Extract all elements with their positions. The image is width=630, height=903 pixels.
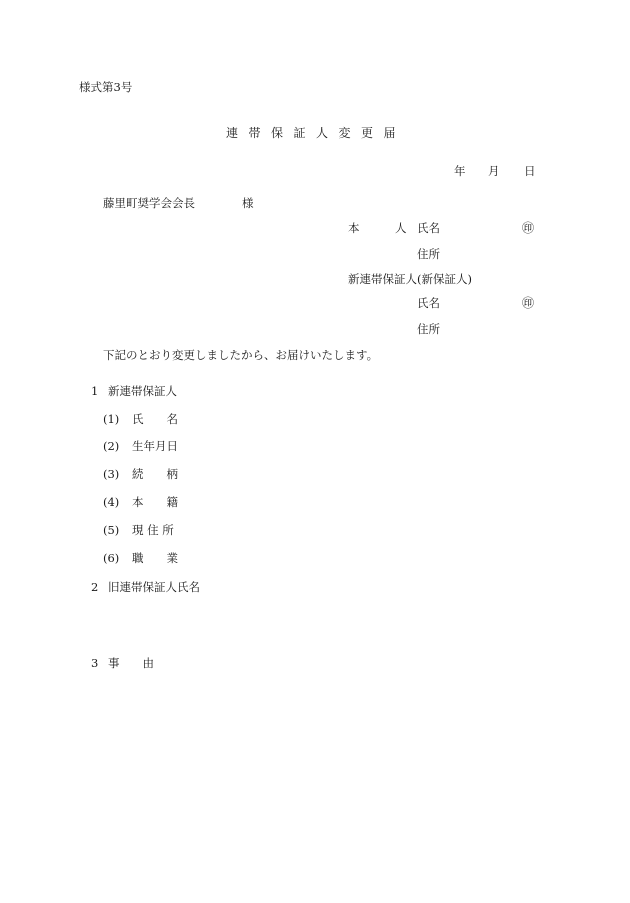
- new-guarantor-heading: 新連帯保証人(新保証人): [348, 272, 472, 286]
- section1-item-number: (2): [103, 439, 120, 453]
- section1-number: 1: [91, 384, 99, 398]
- date-day-label: 日: [524, 164, 536, 178]
- section1-item-number: (6): [103, 551, 120, 565]
- section1-title: 新連帯保証人: [108, 384, 177, 398]
- section1-item-number: (3): [103, 467, 120, 481]
- section1-item-number: (1): [103, 412, 120, 426]
- new-guarantor-seal-icon: ㊞: [522, 296, 535, 310]
- new-guarantor-address-label: 住所: [417, 322, 440, 336]
- applicant-label-hon: 本: [348, 221, 360, 235]
- section3-title: 事 由: [108, 656, 154, 670]
- section2-number: 2: [91, 580, 99, 594]
- new-guarantor-name-label: 氏名: [417, 296, 440, 310]
- section1-item-label: 生年月日: [132, 439, 178, 453]
- section1-item-label: 続 柄: [132, 467, 178, 481]
- date-year-label: 年: [454, 164, 466, 178]
- applicant-label-nin: 人: [395, 221, 407, 235]
- section1-item-label: 現 住 所: [132, 523, 174, 537]
- section1-item-number: (5): [103, 523, 120, 537]
- applicant-address-label: 住所: [417, 247, 440, 261]
- statement-text: 下記のとおり変更しましたから、お届けいたします。: [103, 348, 379, 362]
- section1-item-label: 職 業: [132, 551, 178, 565]
- section1-item-label: 氏 名: [132, 412, 178, 426]
- addressee-honorific: 様: [242, 196, 254, 210]
- section2-title: 旧連帯保証人氏名: [108, 580, 200, 594]
- applicant-seal-icon: ㊞: [522, 221, 535, 235]
- document-title: 連帯保証人変更届: [226, 126, 407, 140]
- applicant-name-label: 氏名: [417, 221, 440, 235]
- addressee-name: 藤里町奨学会会長: [103, 196, 195, 210]
- section3-number: 3: [91, 656, 99, 670]
- section1-item-number: (4): [103, 495, 120, 509]
- section1-item-label: 本 籍: [132, 495, 178, 509]
- date-month-label: 月: [488, 164, 500, 178]
- form-number: 様式第3号: [79, 80, 133, 94]
